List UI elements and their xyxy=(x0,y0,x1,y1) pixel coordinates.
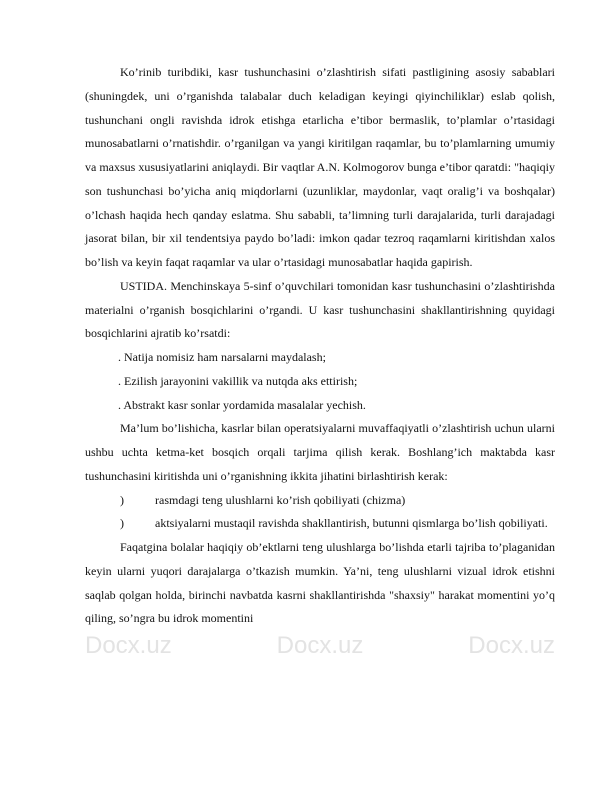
document-body xyxy=(85,0,555,631)
stage-item: . Abstrakt kasr sonlar yordamida masalalar yechish. xyxy=(118,397,366,412)
paragraph-menchinskaya: USTIDA. Menchinskaya 5-sinf o’quvchilari tomonidan kasr tushunchasini o’zlashtirishda materialni o’rganish bosqichlarini o’rgandi. U kasr tushunchasini shakllantirishning quyidagi bosqichlarini ajratib ko’rsatdi: xyxy=(85,278,555,341)
stage-item: . Natija nomisiz ham narsalarni maydalash; xyxy=(118,350,326,364)
paragraph-causes: Ko’rinib turibdiki, kasr tushunchasini o’zlashtirish sifati pastligining asosiy sabablari (shuningdek, uni o’rganishda talabalar duch keladigan keyingi qiyinchiliklar) eslab qolish, tushunchani ongli ravishda idrok etishga etarlicha e’tibor bermaslik, to’plamlar o’rtasidagi munosabatlarni o’rnatishdir. o’rganilgan va yangi kiritilgan raqamlar, bu to’plamlarning umumiy va maxsus xususiyatlarini aniqlaydi. Bir vaqtlar A.N. Kolmogorov bunga e’tibor qaratdi: "haqiqiy son tushunchasi bo’yicha aniq miqdorlarni (uzunliklar, maydonlar, vaqt oralig’i va boshqalar) o’lchash haqida hech qanday eslatma. Shu sababli, ta’limning turli darajalarida, turli darajadagi jasorat bilan, bir xil tendentsiya paydo bo’ladi: imkon qadar tezroq raqamlarni kiritishdan xalos bo’lish va keyin faqat raqamlar va ular o’rtasidagi munosabatlar haqida gapirish. xyxy=(85,65,555,269)
aspect-text: rasmdagi teng ulushlarni ko’rish qobiliyati (chizma) xyxy=(155,492,406,507)
watermark: Docx.uz xyxy=(276,632,364,659)
stage-item: . Ezilish jarayonini vakillik va nutqda aks ettirish; xyxy=(118,373,358,388)
paragraph-experience: Faqatgina bolalar haqiqiy ob’ektlarni teng ulushlarga bo’lishda etarli tajriba to’plaganidan keyin ularni yuqori darajalarga o’tkazish mumkin. Ya’ni, teng ulushlarni vizual idrok etishni saqlab qolgan holda, birinchi navbatda kasrni shakllantirishda "shaxsiy" harakat momentini yo’q qiling, so’ngra bu idrok momentini xyxy=(85,540,555,626)
aspect-item xyxy=(85,512,555,536)
aspect-text: aktsiyalarni mustaqil ravishda shakllantirish, butunni qismlarga bo’lish qobiliyati. xyxy=(155,516,548,531)
watermark-row xyxy=(85,631,555,661)
aspect-item xyxy=(85,489,555,513)
watermark: Docx.uz xyxy=(468,632,555,659)
paragraph-operations: Ma’lum bo’lishicha, kasrlar bilan operatsiyalarni muvaffaqiyatli o’zlashtirish uchun ularni ushbu uchta ketma-ket bosqich orqali tarjima qilish kerak. Boshlang’ich maktabda kasr tushunchasini kiritishda uni o’rganishning ikkita jihatini birlashtirish kerak: xyxy=(85,421,555,483)
aspect-marker: ) xyxy=(120,492,124,507)
watermark: Docx.uz xyxy=(85,632,172,659)
aspect-marker: ) xyxy=(120,516,124,531)
